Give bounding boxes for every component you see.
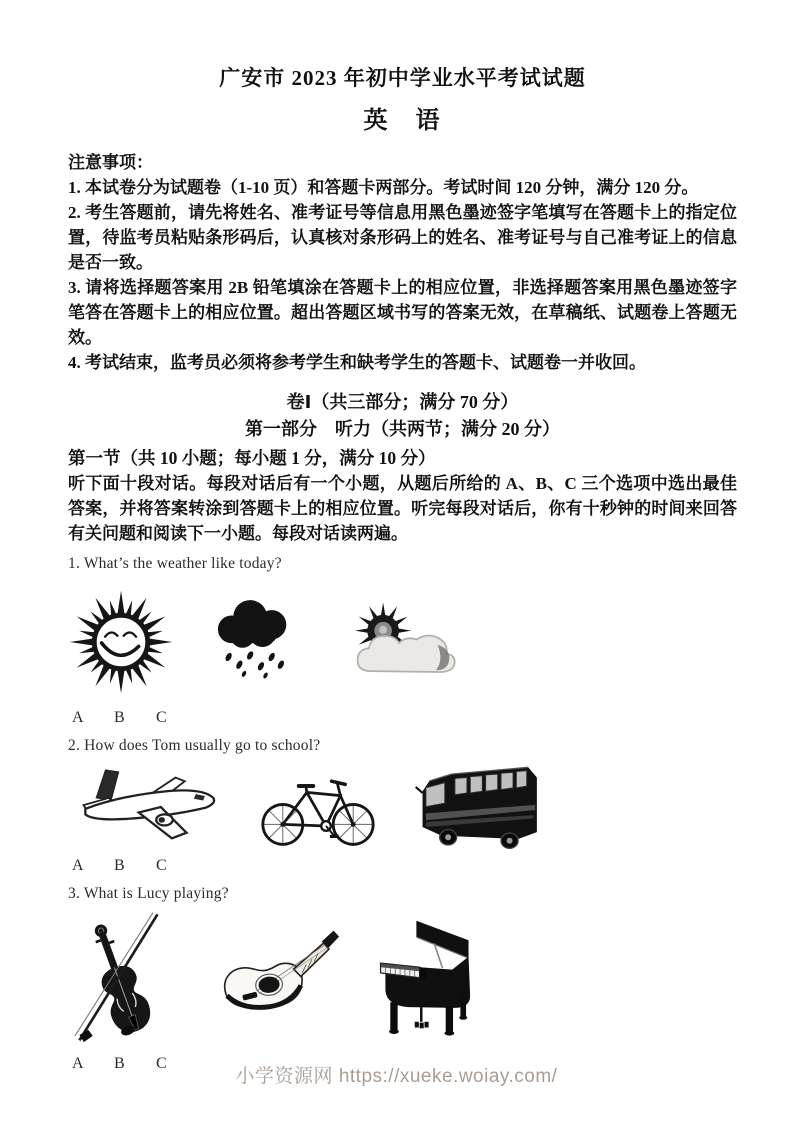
grand-piano-image <box>374 909 484 1049</box>
smiling-sun-image <box>68 579 174 705</box>
listening-instructions: 听下面十段对话。每段对话后有一个小题，从题后所给的 A、B、C 三个选项中选出最佳答案，并将答案转涂到答题卡上的相应位置。听完每段对话后，你有十秒钟的时间来回答有关问题和阅读下一小题。每段对话读两遍。 <box>68 474 737 543</box>
option-c-label: C <box>156 1055 167 1072</box>
option-a-label: A <box>72 709 84 726</box>
notice-item-3: 3. 请将选择题答案用 2B 铅笔填涂在答题卡上的相应位置，非选择题答案用黑色墨迹签字笔答在答题卡上的相应位置。超出答题区域书写的答案无效，在草稿纸、试题卷上答题无效。 <box>68 278 737 347</box>
question-2-block <box>68 735 737 876</box>
bus-image <box>414 761 542 853</box>
guitar-image <box>204 925 346 1025</box>
option-c-label: C <box>156 709 167 726</box>
question-1-images-row <box>68 579 737 705</box>
question-1-block <box>68 553 737 728</box>
violin-image <box>68 909 176 1051</box>
option-b-label: B <box>114 709 125 726</box>
notice-item-2: 2. 考生答题前，请先将姓名、准考证号等信息用黑色墨迹签字笔填写在答题卡上的指定位置，待监考员粘贴条形码后，认真核对条形码上的姓名、准考证号与自己准考证上的信息是否一致。 <box>68 203 737 272</box>
question-2-images-row <box>68 761 737 853</box>
raining-cloud-image <box>204 585 304 689</box>
section-heading: 第一节（共 10 小题；每小题 1 分，满分 10 分） <box>68 448 436 468</box>
notice-heading: 注意事项： <box>68 153 153 172</box>
option-b-label: B <box>114 857 125 874</box>
question-3-block <box>68 883 737 1074</box>
airplane-image <box>68 761 226 853</box>
question-2-options-row <box>68 856 737 876</box>
question-2-text: 2. How does Tom usually go to school? <box>68 737 321 754</box>
notice-item-1: 1. 本试卷分为试题卷（1-10 页）和答题卡两部分。考试时间 120 分钟，满分 120 分。 <box>68 178 699 197</box>
sun-behind-cloud-image <box>342 599 470 687</box>
bicycle-image <box>254 761 382 851</box>
option-c-label: C <box>156 857 167 874</box>
exam-title: 广安市 2023 年初中学业水平考试试题 <box>219 66 586 90</box>
volume-heading: 卷Ⅰ（共三部分；满分 70 分） <box>286 392 519 412</box>
option-b-label: B <box>114 1055 125 1072</box>
notice-item-4: 4. 考试结束，监考员必须将参考学生和缺考学生的答题卡、试题卷一并收回。 <box>68 353 646 372</box>
question-1-options-row <box>68 708 737 728</box>
question-3-images-row <box>68 909 737 1051</box>
part-heading: 第一部分 听力（共两节；满分 20 分） <box>245 419 560 439</box>
subject-title: 英 语 <box>363 108 442 134</box>
question-3-text: 3. What is Lucy playing? <box>68 885 229 902</box>
option-a-label: A <box>72 1055 84 1072</box>
site-watermark: 小学资源网 https://xueke.woiay.com/ <box>235 1066 558 1087</box>
option-a-label: A <box>72 857 84 874</box>
notice-section <box>68 150 737 375</box>
question-1-text: 1. What’s the weather like today? <box>68 555 282 572</box>
